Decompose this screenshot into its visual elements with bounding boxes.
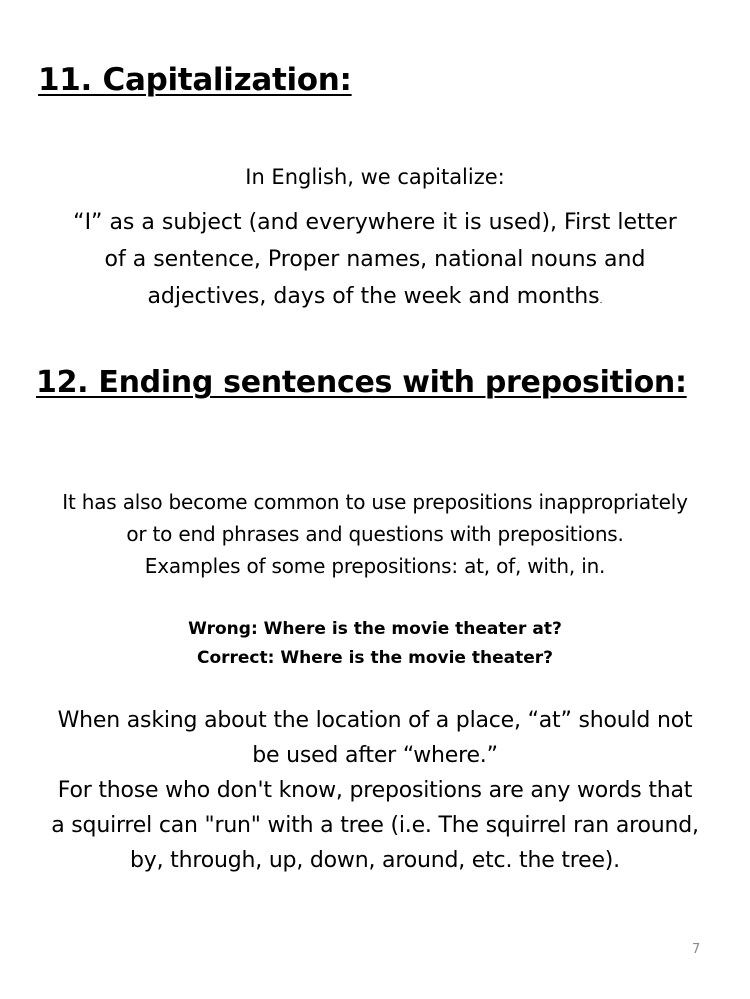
preposition-line-1: It has also become common to use prepositions inappropriately: [62, 490, 688, 514]
trailing-dot: .: [599, 296, 603, 306]
explanation-line-3: For those who don't know, prepositions are any words that: [57, 778, 693, 803]
capitalization-line-3-wrap: [20, 278, 730, 320]
explanation-line-5: by, through, up, down, around, etc. the tree).: [130, 848, 620, 873]
explanation-line-2: be used after “where.”: [252, 743, 498, 768]
example-sentences: [0, 615, 750, 673]
explanation-line-1: When asking about the location of a place, “at” should not: [57, 708, 693, 733]
preposition-line-2: or to end phrases and questions with prepositions.: [126, 522, 624, 546]
capitalization-line-3: adjectives, days of the week and months: [147, 284, 600, 309]
explanation-line-4: a squirrel can "run" with a tree (i.e. The squirrel ran around,: [51, 813, 699, 838]
capitalization-intro: In English, we capitalize:: [245, 165, 505, 189]
correct-example: Correct: Where is the movie theater?: [196, 648, 553, 668]
page-number: 7: [692, 942, 701, 957]
preposition-line-3: Examples of some prepositions: at, of, with, in.: [144, 554, 606, 578]
capitalization-line-1: “I” as a subject (and everywhere it is used), First letter: [73, 210, 677, 235]
preposition-body: [0, 486, 750, 582]
capitalization-body: [20, 204, 730, 320]
capitalization-line-2: of a sentence, Proper names, national nouns and: [104, 247, 646, 272]
wrong-example: Wrong: Where is the movie theater at?: [188, 619, 562, 639]
explanation-body: [0, 703, 750, 878]
section-12-heading: 12. Ending sentences with preposition:: [36, 365, 687, 400]
section-11-heading: 11. Capitalization:: [38, 62, 352, 98]
